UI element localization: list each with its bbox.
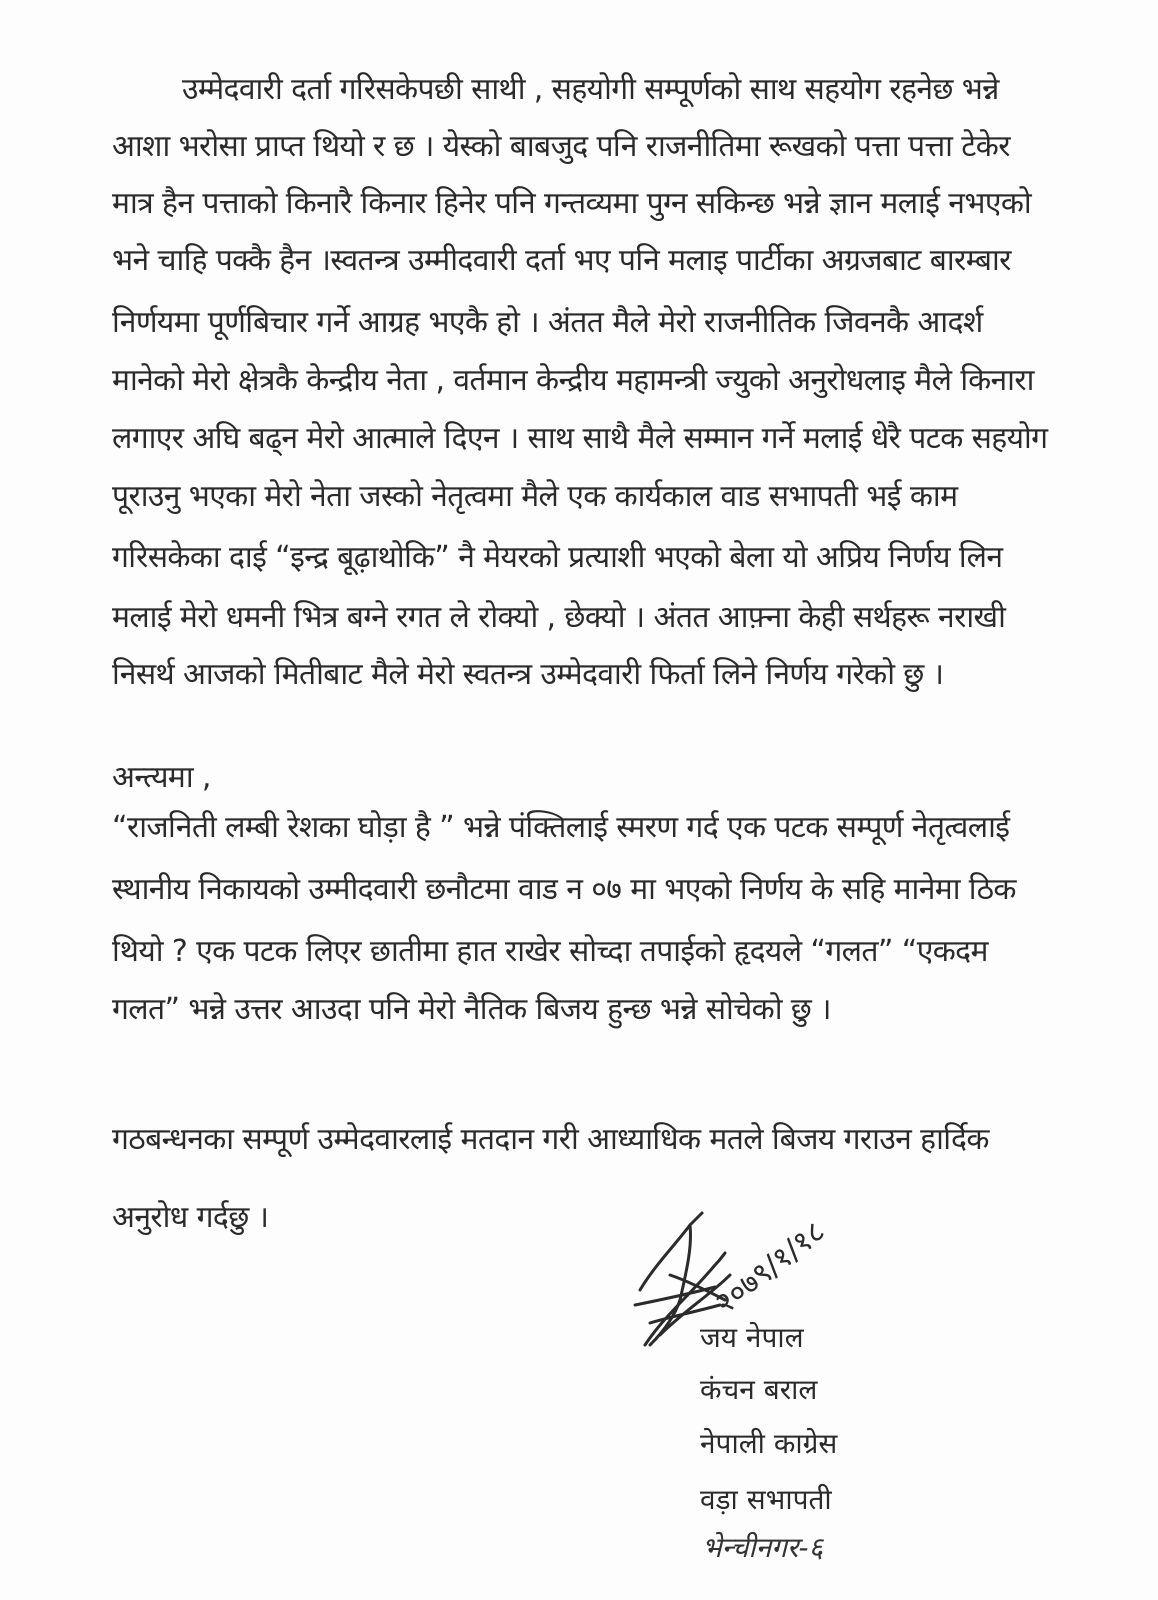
paragraph1-line-10: मलाई मेरो धमनी भित्र बग्ने रगत ले रोक्यो , छेक्यो । अंतत आफ़्ना केही सर्थहरू नराखी — [112, 600, 1006, 635]
signature-line-1: जय नेपाल — [700, 1321, 804, 1354]
paragraph3-line-1: गठबन्धनका सम्पूर्ण उम्मेदवारलाई मतदान गरी आध्याधिक मतले बिजय गराउन हार्दिक — [112, 1122, 989, 1157]
paragraph2-line-4: गलत” भन्ने उत्तर आउदा पनि मेरो नैतिक बिजय हुन्छ भन्ने सोचेको छु । — [112, 992, 831, 1027]
signature-line-3: नेपाली काग्रेस — [700, 1427, 838, 1460]
signature-date: २०७९/१/१८ — [708, 1214, 832, 1322]
paragraph1-line-7: लगाएर अघि बढ्न मेरो आत्माले दिएन । साथ साथै मैले सम्मान गर्ने मलाई धेरै पटक सहयोग — [112, 421, 1048, 456]
paragraph2-line-1: “राजनिती लम्बी रेशका घोड़ा है ” भन्ने पंक्तिलाई स्मरण गर्द एक पटक सम्पूर्ण नेतृत्वलाई — [112, 810, 1010, 845]
paragraph1-line-4: भने चाहि पक्कै हैन ।स्वतन्त्र उम्मीदवारी दर्ता भए पनि मलाइ पार्टीका अग्रजबाट बारम्बार — [112, 243, 1011, 278]
paragraph1-line-5: निर्णयमा पूर्णबिचार गर्ने आग्रह भएकै हो । अंतत मैले मेरो राजनीतिक जिवनकै आदर्श — [112, 305, 983, 340]
paragraph3-line-2: अनुरोध गर्दछु । — [112, 1200, 269, 1235]
paragraph2-line-3: थियो ? एक पटक लिएर छातीमा हात राखेर सोच्दा तपाईको हृदयले “गलत” “एकदम — [112, 934, 988, 969]
paragraph2-line-2: स्थानीय निकायको उम्मीदवारी छनौटमा वाड न ०७ मा भएको निर्णय के सहि मानेमा ठिक — [112, 872, 1016, 907]
paragraph1-line-2: आशा भरोसा प्राप्त थियो र छ । येस्को बाबजुद पनि राजनीतिमा रूखको पत्ता पत्ता टेकेर — [112, 129, 1010, 164]
paragraph1-line-3: मात्र हैन पत्ताको किनारै किनार हिनेर पनि गन्तव्यमा पुग्न सकिन्छ भन्ने ज्ञान मलाई नभएको — [112, 186, 1032, 221]
paragraph1-line-9: गरिसकेका दाई “इन्द्र बूढ़ाथोकि” नै मेयरको प्रत्याशी भएको बेला यो अप्रिय निर्णय लिन — [112, 540, 1003, 575]
paragraph1-line-1: उम्मेदवारी दर्ता गरिसकेपछी साथी , सहयोगी सम्पूर्णको साथ सहयोग रहनेछ भन्ने — [182, 72, 999, 107]
signature-line-4: वड़ा सभापती — [700, 1483, 832, 1516]
paragraph1-line-11: निसर्थ आजको मितीबाट मैले मेरो स्वतन्त्र उम्मेदवारी फिर्ता लिने निर्णय गरेको छु । — [112, 657, 944, 692]
signature-ward-handwritten: भेन्चीनगर-६ — [702, 1531, 824, 1564]
closing-heading: अन्त्यमा , — [112, 760, 211, 795]
signature-line-2: कंचन बराल — [700, 1373, 818, 1406]
paragraph1-line-8: पूराउनु भएका मेरो नेता जस्को नेतृत्वमा मैले एक कार्यकाल वाड सभापती भई काम — [112, 479, 958, 514]
paragraph1-line-6: मानेको मेरो क्षेत्रकै केन्द्रीय नेता , वर्तमान केन्द्रीय महामन्त्री ज्युको अनुरोधलाइ मैले किनारा — [112, 363, 1034, 398]
